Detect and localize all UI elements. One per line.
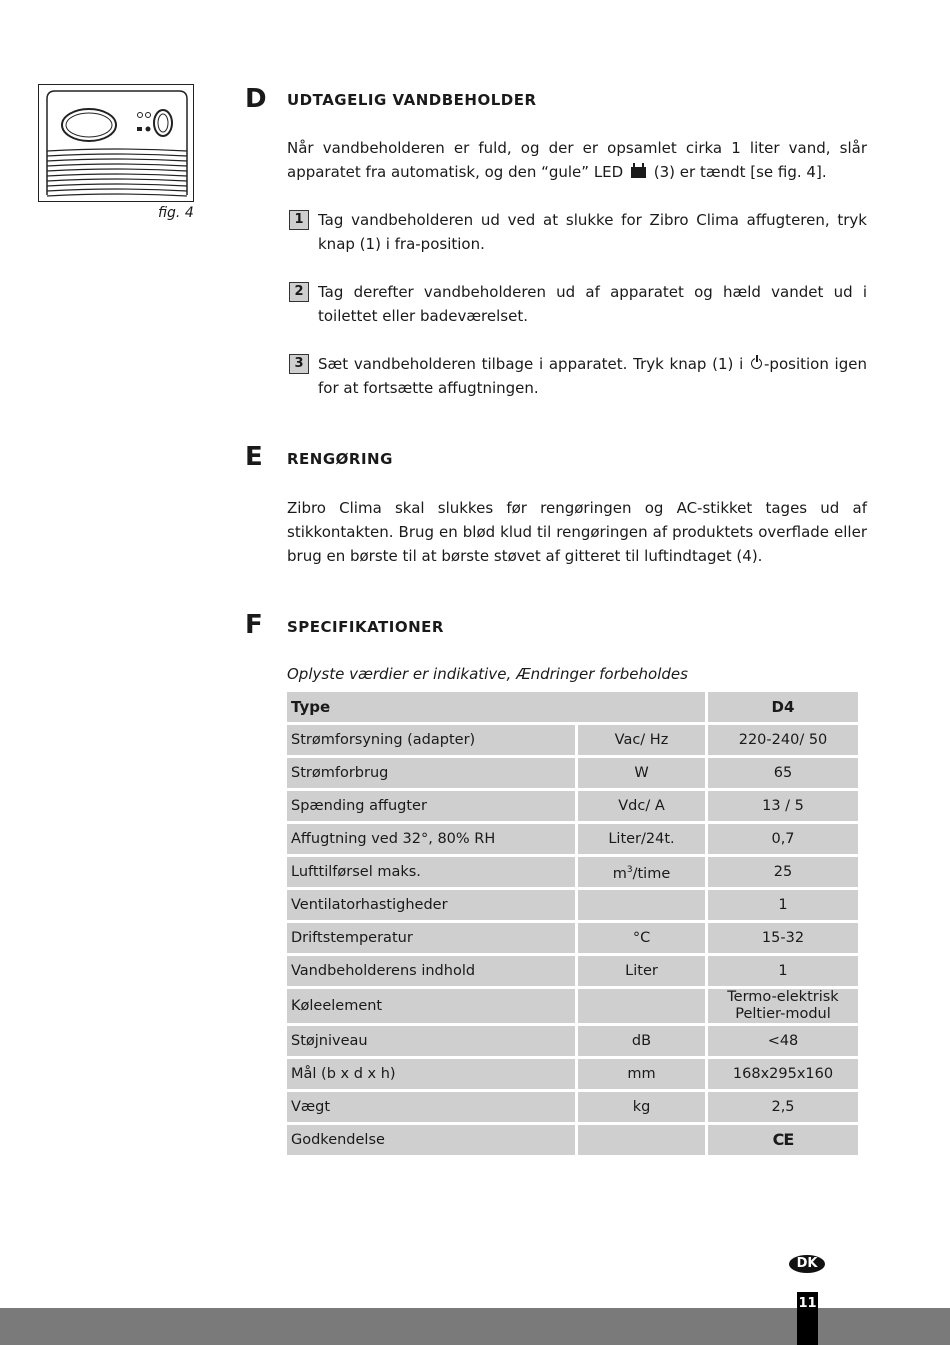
row-unit: dB [578, 1026, 705, 1056]
table-row [287, 857, 858, 887]
section-d-title: UDTAGELIG VANDBEHOLDER [287, 91, 537, 109]
row-label: Støjniveau [287, 1026, 575, 1056]
row-unit [578, 857, 705, 887]
spec-note: Oplyste værdier er indikative, Ændringer forbeholdes [287, 665, 688, 683]
step-text [318, 352, 867, 400]
row-value: 13 / 5 [708, 791, 858, 821]
row-value [708, 989, 858, 1023]
row-label: Affugtning ved 32°, 80% RH [287, 824, 575, 854]
table-header-row [287, 692, 858, 722]
table-row [287, 1125, 858, 1155]
header-model: D4 [708, 692, 858, 722]
table-row [287, 1026, 858, 1056]
section-f-title: SPECIFIKATIONER [287, 618, 444, 636]
table-row [287, 989, 858, 1023]
row-unit: W [578, 758, 705, 788]
section-e-letter: E [245, 442, 263, 472]
table-row [287, 791, 858, 821]
row-label: Strømforbrug [287, 758, 575, 788]
section-e-title: RENGØRING [287, 450, 393, 468]
header-type-label: Type [287, 692, 705, 722]
step-1 [289, 208, 867, 256]
step-number: 2 [289, 282, 309, 302]
unit-part-a: m [612, 865, 627, 882]
step-text: Tag vandbeholderen ud ved at slukke for Zibro Clima affugteren, tryk knap (1) i fra-position. [318, 211, 867, 253]
row-label: Ventilatorhastigheder [287, 890, 575, 920]
step-text-b: -position igen for at fortsætte affugtningen. [318, 355, 867, 397]
row-label: Køleelement [287, 989, 575, 1023]
value-line-a: Termo-elektrisk [727, 989, 839, 1005]
section-d-letter: D [245, 84, 267, 114]
table-row [287, 824, 858, 854]
table-row [287, 725, 858, 755]
row-unit [578, 989, 705, 1023]
specifications-table [284, 689, 861, 1158]
row-value: 15-32 [708, 923, 858, 953]
unit-superscript: 3 [626, 864, 633, 875]
row-unit: Vac/ Hz [578, 725, 705, 755]
row-value [708, 1125, 858, 1155]
row-label: Driftstemperatur [287, 923, 575, 953]
figure-caption: fig. 4 [158, 205, 194, 221]
row-unit: Liter [578, 956, 705, 986]
row-label: Godkendelse [287, 1125, 575, 1155]
figure-device-illustration [38, 84, 194, 202]
row-unit [578, 1125, 705, 1155]
row-value: 0,7 [708, 824, 858, 854]
battery-led-icon [631, 167, 646, 178]
row-value: 65 [708, 758, 858, 788]
table-row [287, 1059, 858, 1089]
section-d-intro [287, 136, 867, 184]
row-label: Spænding affugter [287, 791, 575, 821]
section-d-intro-text-a: Når vandbeholderen er fuld, og der er opsamlet cirka 1 liter vand, slår apparatet fra automatisk, og den “gule” LED [287, 139, 867, 181]
table-row [287, 956, 858, 986]
row-value: 220-240/ 50 [708, 725, 858, 755]
row-unit: °C [578, 923, 705, 953]
dehumidifier-panel-drawing [39, 85, 193, 201]
unit-part-b: /time [632, 865, 671, 882]
row-value: 2,5 [708, 1092, 858, 1122]
step-3 [289, 352, 867, 400]
value-line-b: Peltier-modul [735, 1006, 831, 1022]
step-number: 1 [289, 210, 309, 230]
power-standby-icon [751, 358, 762, 369]
section-e-text: Zibro Clima skal slukkes før rengøringen og AC-stikket tages ud af stikkontakten. Brug en blød klud til rengøringen af produktets overflade eller brug en børste til at børste støvet af gitteret til luftindtaget (4). [287, 499, 867, 565]
row-label: Vægt [287, 1092, 575, 1122]
table-row [287, 758, 858, 788]
row-unit: Liter/24t. [578, 824, 705, 854]
step-text: Tag derefter vandbeholderen ud af apparatet og hæld vandet ud i toilettet eller badeværelset. [318, 283, 867, 325]
row-label: Mål (b x d x h) [287, 1059, 575, 1089]
row-label: Strømforsyning (adapter) [287, 725, 575, 755]
section-d-intro-text-b: (3) er tændt [se fig. 4]. [653, 163, 827, 181]
language-badge: DK [789, 1255, 825, 1273]
row-unit: kg [578, 1092, 705, 1122]
row-label: Vandbeholderens indhold [287, 956, 575, 986]
step-2 [289, 280, 867, 328]
page-number: 11 [797, 1292, 818, 1345]
section-f-letter: F [245, 610, 263, 640]
ce-mark-icon: CE [772, 1129, 794, 1149]
row-value: 1 [708, 890, 858, 920]
row-unit: Vdc/ A [578, 791, 705, 821]
table-row [287, 1092, 858, 1122]
table-row [287, 923, 858, 953]
row-value: 1 [708, 956, 858, 986]
row-label: Lufttilførsel maks. [287, 857, 575, 887]
row-value: 168x295x160 [708, 1059, 858, 1089]
row-unit [578, 890, 705, 920]
row-value: <48 [708, 1026, 858, 1056]
step-number: 3 [289, 354, 309, 374]
row-value: 25 [708, 857, 858, 887]
step-text-a: Sæt vandbeholderen tilbage i apparatet. Tryk knap (1) i [318, 355, 744, 373]
row-unit: mm [578, 1059, 705, 1089]
table-row [287, 890, 858, 920]
